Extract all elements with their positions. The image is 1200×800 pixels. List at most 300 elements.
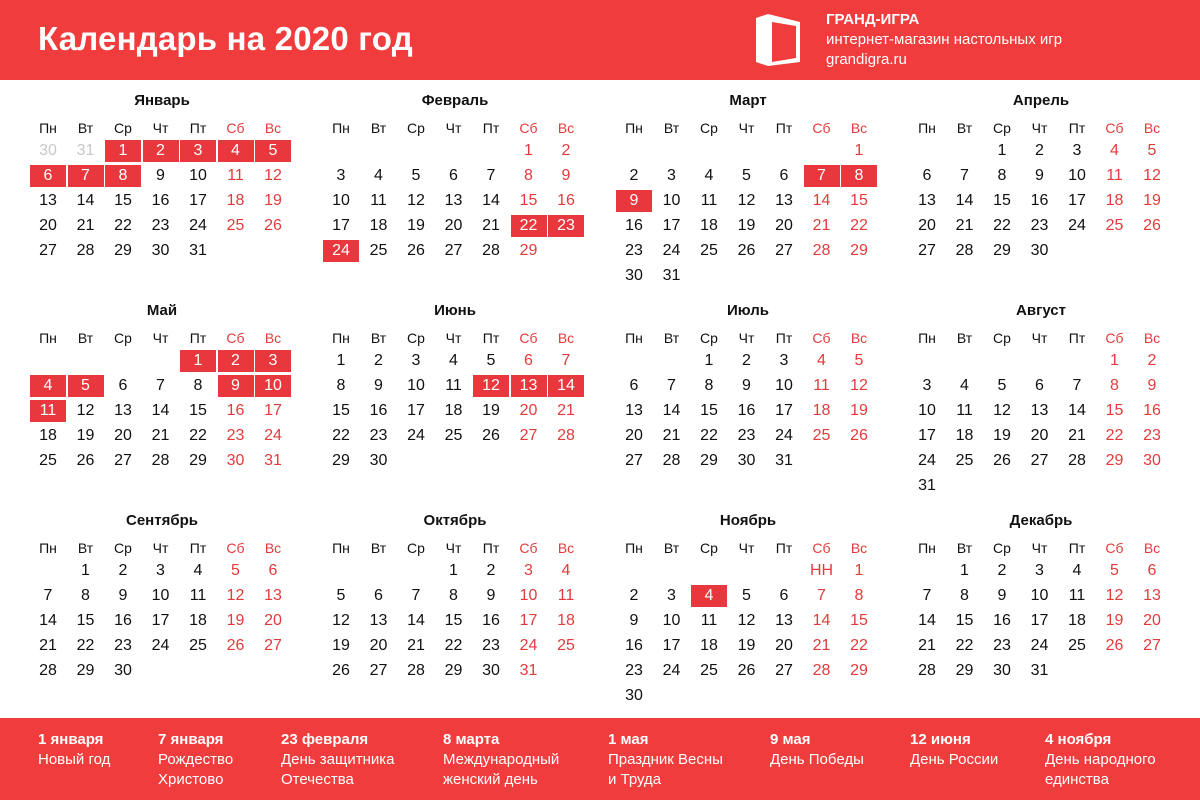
calendar-day: 30 xyxy=(226,452,245,469)
calendar-day: 8 xyxy=(854,587,864,604)
holiday-day: 24 xyxy=(323,240,359,262)
month-name: Октябрь xyxy=(423,512,487,529)
weekday-header: Вт xyxy=(370,120,387,136)
holiday-name: Праздник Весны xyxy=(608,751,723,768)
calendar-day: 29 xyxy=(332,452,350,469)
calendar-day: 12 xyxy=(226,587,245,604)
holiday-date: 1 января xyxy=(38,731,104,748)
calendar-day: 22 xyxy=(114,217,132,234)
calendar-day: 20 xyxy=(775,637,793,654)
holiday-day: 9 xyxy=(616,190,652,212)
calendar-day: 24 xyxy=(662,242,681,259)
calendar-day: 27 xyxy=(519,427,538,444)
month-1 xyxy=(30,92,294,292)
calendar-day: 28 xyxy=(1068,452,1086,469)
month-name: Ноябрь xyxy=(719,512,777,529)
month-name: Июль xyxy=(727,302,769,319)
prev-month-day: 30 xyxy=(39,142,57,159)
weekday-header: Ср xyxy=(700,330,718,346)
weekday-header: Пн xyxy=(39,120,57,136)
calendar-day: 23 xyxy=(226,427,245,444)
weekday-header: Пт xyxy=(189,330,207,346)
calendar-day: 13 xyxy=(775,192,793,209)
calendar-day: 27 xyxy=(1030,452,1049,469)
calendar-day: 15 xyxy=(519,192,538,209)
calendar-day: 4 xyxy=(193,562,203,579)
weekday-header: Пт xyxy=(775,120,793,136)
calendar-day: 26 xyxy=(76,452,95,469)
calendar-day: 20 xyxy=(369,637,388,654)
calendar-day: 23 xyxy=(993,637,1011,654)
calendar-day: 6 xyxy=(524,352,533,369)
calendar-day: 31 xyxy=(264,452,282,469)
calendar-day: 20 xyxy=(1143,612,1161,629)
calendar-day: 7 xyxy=(411,587,421,604)
month-name: Сентябрь xyxy=(126,512,198,529)
calendar-day: 5 xyxy=(1147,142,1157,159)
calendar-day: 4 xyxy=(374,167,383,184)
holiday-day: 14 xyxy=(548,375,584,397)
calendar-day: 11 xyxy=(700,192,718,209)
holiday-day: 9 xyxy=(218,375,254,397)
weekday-header: Ср xyxy=(114,330,132,346)
weekday-header: Пн xyxy=(918,330,936,346)
calendar-day: 23 xyxy=(114,637,132,654)
holiday-name: День народного xyxy=(1045,751,1156,768)
holiday-day: 8 xyxy=(105,165,141,187)
calendar-day: 14 xyxy=(482,192,500,209)
calendar-day: 9 xyxy=(156,167,165,184)
holiday-day: 4 xyxy=(30,375,66,397)
calendar-day: 2 xyxy=(629,167,639,184)
calendar-day: 6 xyxy=(922,167,932,184)
weekday-header: Ср xyxy=(700,540,718,556)
holiday-day: 1 xyxy=(105,140,141,162)
holiday-day: 3 xyxy=(180,140,216,162)
weekday-header: Чт xyxy=(445,540,462,556)
calendar-day: 4 xyxy=(561,562,571,579)
weekday-header: Вт xyxy=(663,120,680,136)
calendar-day: 14 xyxy=(39,612,57,629)
calendar-day: 12 xyxy=(407,192,425,209)
weekday-header: Пт xyxy=(1068,330,1086,346)
calendar-day: 1 xyxy=(524,142,533,159)
calendar-day: 15 xyxy=(76,612,95,629)
calendar-day: 1 xyxy=(1110,352,1119,369)
holiday-name: Отечества xyxy=(281,771,354,788)
calendar-day: 25 xyxy=(226,217,245,234)
holiday-day: 23 xyxy=(548,215,584,237)
calendar-day: 3 xyxy=(922,377,932,394)
calendar-day: 26 xyxy=(737,662,756,679)
calendar-day: 3 xyxy=(524,562,533,579)
calendar-day: 19 xyxy=(482,402,500,419)
weekday-header: Пт xyxy=(1068,540,1086,556)
calendar-day: 17 xyxy=(189,192,207,209)
calendar-day: 7 xyxy=(43,587,53,604)
weekday-header: Ср xyxy=(993,330,1011,346)
calendar-day: 23 xyxy=(1143,427,1161,444)
holiday-day: 10 xyxy=(255,375,291,397)
weekday-header: Вс xyxy=(1143,330,1161,346)
calendar-day: 21 xyxy=(557,402,575,419)
calendar-day: 8 xyxy=(449,587,458,604)
month-7 xyxy=(616,302,880,502)
holiday-day: 7 xyxy=(804,165,840,187)
calendar-day: 24 xyxy=(189,217,207,234)
calendar-day: 30 xyxy=(369,452,388,469)
holiday-date: 4 ноября xyxy=(1045,731,1112,748)
brand-tagline: интернет-магазин настольных игр xyxy=(826,31,1063,48)
calendar-day: 18 xyxy=(700,637,718,654)
calendar-day: 29 xyxy=(955,662,974,679)
calendar-day: 16 xyxy=(993,612,1011,629)
weekday-header: Пн xyxy=(39,330,57,346)
calendar-day: 15 xyxy=(700,402,718,419)
calendar-day: 13 xyxy=(625,402,643,419)
calendar-day: 26 xyxy=(407,242,425,259)
calendar-day: 27 xyxy=(1143,637,1161,654)
holiday-day: 4 xyxy=(218,140,254,162)
calendar-day: 11 xyxy=(700,612,718,629)
calendar-day: 8 xyxy=(704,377,714,394)
weekday-header: Ср xyxy=(700,120,718,136)
weekday-header: Чт xyxy=(1031,120,1048,136)
calendar-day: 31 xyxy=(918,477,936,494)
calendar-day: 3 xyxy=(411,352,421,369)
calendar-day: 27 xyxy=(775,662,793,679)
calendar-day: 22 xyxy=(76,637,95,654)
calendar-day: 9 xyxy=(486,587,496,604)
calendar-day: 17 xyxy=(151,612,170,629)
weekday-header: Пт xyxy=(189,120,207,136)
calendar-day: 15 xyxy=(189,402,207,419)
calendar-day: 10 xyxy=(407,377,425,394)
calendar-day: 21 xyxy=(812,637,831,654)
weekday-header: Вт xyxy=(956,330,973,346)
calendar-day: 29 xyxy=(850,662,868,679)
weekday-header: Пт xyxy=(482,330,500,346)
calendar-day: 9 xyxy=(997,587,1007,604)
calendar-day: 18 xyxy=(700,217,718,234)
weekday-header: Сб xyxy=(812,120,831,136)
calendar-day: 28 xyxy=(918,662,936,679)
calendar-day: 10 xyxy=(519,587,538,604)
header-bar xyxy=(0,0,1200,80)
calendar-day: 11 xyxy=(557,587,575,604)
calendar-day: 23 xyxy=(625,242,643,259)
calendar-day: 18 xyxy=(955,427,974,444)
calendar-day: 1 xyxy=(704,352,714,369)
calendar-day: 29 xyxy=(1105,452,1124,469)
calendar-day: 16 xyxy=(625,217,643,234)
holiday-name: и Труда xyxy=(608,771,662,788)
calendar-day: 16 xyxy=(369,402,388,419)
calendar-day: 16 xyxy=(482,612,500,629)
calendar-day: 2 xyxy=(118,562,128,579)
calendar-day: 1 xyxy=(81,562,90,579)
calendar-day: 29 xyxy=(76,662,95,679)
calendar-day: 15 xyxy=(332,402,350,419)
calendar-day: 13 xyxy=(369,612,388,629)
calendar-day: 3 xyxy=(156,562,165,579)
calendar-day: 8 xyxy=(997,167,1007,184)
calendar-day: 21 xyxy=(918,637,936,654)
calendar-day: 11 xyxy=(189,587,207,604)
calendar-day: 10 xyxy=(1030,587,1049,604)
calendar-day: 19 xyxy=(737,217,756,234)
calendar-day: 3 xyxy=(1035,562,1044,579)
calendar-day: 6 xyxy=(449,167,458,184)
calendar-day: 21 xyxy=(662,427,681,444)
calendar-day: 30 xyxy=(114,662,132,679)
calendar-day: 10 xyxy=(662,192,681,209)
calendar-day: 5 xyxy=(742,587,751,604)
calendar-day: 14 xyxy=(151,402,170,419)
calendar-day: 7 xyxy=(922,587,932,604)
calendar-day: 10 xyxy=(1068,167,1086,184)
calendar-day: 2 xyxy=(1035,142,1044,159)
calendar-day: 28 xyxy=(812,242,831,259)
weekday-header: Пн xyxy=(625,330,643,346)
holiday-name: Новый год xyxy=(38,751,111,768)
calendar-day: 26 xyxy=(993,452,1011,469)
calendar-day: 17 xyxy=(1030,612,1049,629)
calendar-day: 21 xyxy=(39,637,57,654)
holiday-date: 23 февраля xyxy=(281,731,369,748)
holiday-item xyxy=(608,730,723,790)
calendar-day: 28 xyxy=(39,662,57,679)
calendar-day: 3 xyxy=(667,167,676,184)
weekday-header: Вс xyxy=(264,540,282,556)
calendar-day: 18 xyxy=(557,612,575,629)
calendar-day: 4 xyxy=(449,352,458,369)
calendar-day: 6 xyxy=(1147,562,1157,579)
calendar-day: 21 xyxy=(76,217,95,234)
calendar-day: 13 xyxy=(1030,402,1049,419)
calendar-day: 31 xyxy=(662,267,681,284)
calendar-day: 5 xyxy=(486,352,496,369)
calendar-day: 3 xyxy=(667,587,676,604)
calendar-day: 14 xyxy=(955,192,974,209)
calendar-day: 19 xyxy=(1143,192,1161,209)
calendar-day: 17 xyxy=(519,612,538,629)
calendar-day: 6 xyxy=(1035,377,1044,394)
calendar-day: 27 xyxy=(775,242,793,259)
calendar-day: 3 xyxy=(336,167,346,184)
weekday-header: Вс xyxy=(557,540,575,556)
calendar-day: 25 xyxy=(444,427,463,444)
calendar-day: 30 xyxy=(482,662,500,679)
calendar-day: 22 xyxy=(444,637,463,654)
calendar-day: 19 xyxy=(76,427,95,444)
calendar-day: 5 xyxy=(411,167,421,184)
weekday-header: Пн xyxy=(332,330,350,346)
calendar-day: 6 xyxy=(374,587,383,604)
calendar-day: 25 xyxy=(39,452,57,469)
calendar-day: 21 xyxy=(812,217,831,234)
calendar-day: 30 xyxy=(1030,242,1049,259)
calendar-day: 16 xyxy=(625,637,643,654)
calendar-day: 11 xyxy=(1106,167,1123,184)
calendar-day: 29 xyxy=(114,242,132,259)
calendar-day: 7 xyxy=(960,167,969,184)
calendar-day: 28 xyxy=(955,242,974,259)
calendar-day: 24 xyxy=(918,452,936,469)
calendar-day: 21 xyxy=(407,637,425,654)
calendar-day: 29 xyxy=(519,242,538,259)
calendar-day: 26 xyxy=(482,427,500,444)
calendar-day: 20 xyxy=(444,217,463,234)
weekday-header: Пн xyxy=(625,120,643,136)
calendar-day: 12 xyxy=(1143,167,1161,184)
holiday-day: 5 xyxy=(255,140,291,162)
calendar-day: 16 xyxy=(1030,192,1049,209)
weekday-header: Чт xyxy=(445,330,462,346)
calendar-day: 23 xyxy=(482,637,500,654)
month-name: Март xyxy=(729,92,767,109)
weekday-header: Чт xyxy=(152,330,169,346)
calendar-day: 7 xyxy=(1072,377,1082,394)
calendar-day: 8 xyxy=(1110,377,1119,394)
calendar-day: 30 xyxy=(993,662,1011,679)
weekday-header: Пт xyxy=(482,120,500,136)
weekday-header: Пн xyxy=(332,120,350,136)
calendar-day: 27 xyxy=(625,452,643,469)
calendar-day: 23 xyxy=(151,217,170,234)
calendar-day: 6 xyxy=(779,587,789,604)
weekday-header: Чт xyxy=(1031,330,1048,346)
weekday-header: Сб xyxy=(812,330,831,346)
calendar-day: 13 xyxy=(444,192,463,209)
calendar-day: 25 xyxy=(700,662,718,679)
calendar-day: 31 xyxy=(189,242,207,259)
calendar-day: 19 xyxy=(264,192,282,209)
weekday-header: Вс xyxy=(1143,120,1161,136)
calendar-day: 10 xyxy=(918,402,936,419)
calendar-day: 17 xyxy=(662,637,681,654)
month-name: Декабрь xyxy=(1009,512,1073,529)
calendar-day: 24 xyxy=(1030,637,1049,654)
calendar-day: 5 xyxy=(742,167,751,184)
weekday-header: Ср xyxy=(407,330,425,346)
calendar-day: 19 xyxy=(226,612,245,629)
holiday-item xyxy=(158,730,233,790)
weekday-header: Вт xyxy=(956,120,973,136)
calendar-day: 13 xyxy=(39,192,57,209)
calendar-day: 12 xyxy=(993,402,1011,419)
calendar-day: 24 xyxy=(775,427,793,444)
calendar-day: 6 xyxy=(629,377,639,394)
calendar-day: 16 xyxy=(151,192,170,209)
calendar-day: 21 xyxy=(482,217,500,234)
calendar-day: 4 xyxy=(704,167,714,184)
calendar-day: 17 xyxy=(1068,192,1086,209)
calendar-day: 9 xyxy=(561,167,571,184)
calendar-day: 28 xyxy=(76,242,95,259)
calendar-day: 25 xyxy=(812,427,831,444)
calendar-day: 8 xyxy=(336,377,346,394)
weekday-header: Пн xyxy=(918,540,936,556)
calendar-day: 14 xyxy=(812,192,831,209)
weekday-header: Пн xyxy=(625,540,643,556)
holiday-day: 8 xyxy=(841,165,877,187)
month-name: Январь xyxy=(134,92,190,109)
calendar-day: 4 xyxy=(817,352,826,369)
weekday-header: Сб xyxy=(1105,330,1124,346)
holiday-item xyxy=(443,730,559,790)
calendar-day: 25 xyxy=(369,242,388,259)
month-name: Август xyxy=(1016,302,1066,319)
calendar-day: 25 xyxy=(1068,637,1086,654)
holiday-day: 5 xyxy=(68,375,104,397)
calendar-day: 12 xyxy=(737,612,756,629)
holiday-name: День Победы xyxy=(770,751,864,768)
weekday-header: Ср xyxy=(993,540,1011,556)
calendar-day: 1 xyxy=(336,352,346,369)
calendar-day: 26 xyxy=(264,217,282,234)
calendar-day: 1 xyxy=(997,142,1007,159)
calendar-day: 2 xyxy=(486,562,496,579)
holiday-name: единства xyxy=(1045,771,1109,788)
calendar-day: 27 xyxy=(918,242,936,259)
calendar-day: 7 xyxy=(156,377,165,394)
calendar-day: 15 xyxy=(114,192,132,209)
calendar-day: 16 xyxy=(226,402,245,419)
month-9 xyxy=(30,512,294,712)
weekday-header: Ср xyxy=(407,540,425,556)
calendar-day: 10 xyxy=(775,377,793,394)
calendar-day: 17 xyxy=(332,217,350,234)
holiday-date: 7 января xyxy=(158,731,224,748)
calendar-day: 1 xyxy=(449,562,458,579)
calendar-day: 28 xyxy=(407,662,425,679)
calendar-day: 11 xyxy=(956,402,973,419)
weekday-header: Вс xyxy=(850,120,868,136)
calendar-day: 8 xyxy=(960,587,969,604)
calendar-day: 8 xyxy=(524,167,533,184)
calendar-day: 17 xyxy=(775,402,793,419)
calendar-day: 2 xyxy=(629,587,639,604)
month-name: Июнь xyxy=(434,302,476,319)
month-11 xyxy=(616,512,880,712)
weekday-header: Пт xyxy=(775,330,793,346)
calendar-day: 13 xyxy=(1143,587,1161,604)
weekday-header: Вт xyxy=(956,540,973,556)
weekday-header: Сб xyxy=(519,120,538,136)
weekday-header: Сб xyxy=(1105,120,1124,136)
calendar-day: 21 xyxy=(151,427,170,444)
brand-url[interactable]: grandigra.ru xyxy=(826,51,907,68)
weekday-header: Ср xyxy=(114,540,132,556)
month-8 xyxy=(909,302,1173,502)
holiday-day: 4 xyxy=(691,585,727,607)
holiday-item xyxy=(910,730,998,770)
page-title: Календарь на 2020 год xyxy=(38,20,413,57)
calendar-day: 15 xyxy=(1105,402,1124,419)
weekday-header: Вт xyxy=(370,330,387,346)
calendar-day: 16 xyxy=(557,192,575,209)
calendar-day: 19 xyxy=(332,637,350,654)
calendar-day: 17 xyxy=(264,402,282,419)
calendar-day: 1 xyxy=(960,562,969,579)
calendar-day: 26 xyxy=(1105,637,1124,654)
calendar-day: 24 xyxy=(264,427,282,444)
calendar-day: 2 xyxy=(374,352,383,369)
weekday-header: Ср xyxy=(114,120,132,136)
calendar-day: 21 xyxy=(955,217,974,234)
calendar-day: 29 xyxy=(189,452,207,469)
